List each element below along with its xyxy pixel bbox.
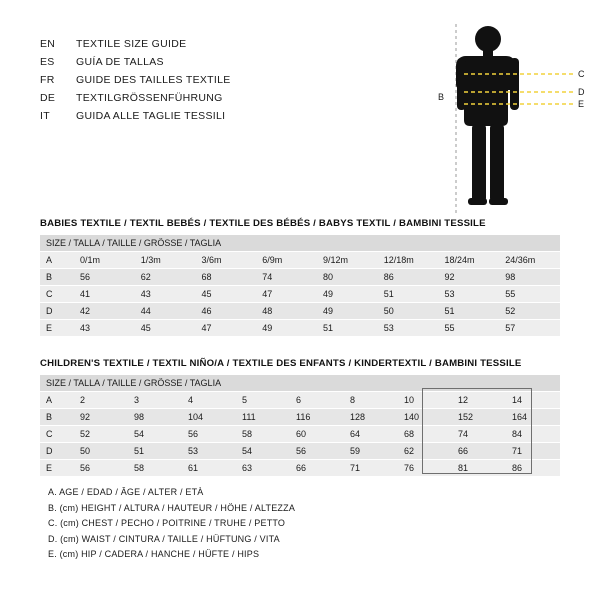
cell: 2 bbox=[74, 392, 128, 409]
cell: 74 bbox=[452, 426, 506, 443]
cell: 53 bbox=[182, 443, 236, 460]
cell: 51 bbox=[439, 303, 500, 320]
cell: 49 bbox=[317, 286, 378, 303]
cell: 62 bbox=[135, 269, 196, 286]
table-row bbox=[40, 269, 560, 286]
cell: 51 bbox=[317, 320, 378, 337]
cell: 46 bbox=[196, 303, 257, 320]
language-code: FR bbox=[40, 74, 55, 86]
row-label: B bbox=[40, 409, 74, 426]
language-code: ES bbox=[40, 56, 55, 68]
cell: 128 bbox=[344, 409, 398, 426]
cell: 62 bbox=[398, 443, 452, 460]
cell: 41 bbox=[74, 286, 135, 303]
cell: 12 bbox=[452, 392, 506, 409]
figure-svg bbox=[430, 18, 590, 218]
language-title: TEXTILE SIZE GUIDE bbox=[76, 38, 187, 50]
children-section-title: CHILDREN'S TEXTILE / TEXTIL NIÑO/A / TEXTILE DES ENFANTS / KINDERTEXTIL / BAMBINI TESSILE bbox=[40, 358, 522, 369]
cell: 45 bbox=[196, 286, 257, 303]
cell: 152 bbox=[452, 409, 506, 426]
row-label: E bbox=[40, 460, 74, 477]
cell: 86 bbox=[378, 269, 439, 286]
figure-label-c: C bbox=[578, 69, 585, 79]
cell: 8 bbox=[344, 392, 398, 409]
cell: 66 bbox=[452, 443, 506, 460]
legend-line-d: D. (cm) WAIST / CINTURA / TAILLE / HÜFTUNG / VITA bbox=[48, 533, 280, 544]
cell: 51 bbox=[378, 286, 439, 303]
cell: 104 bbox=[182, 409, 236, 426]
cell: 116 bbox=[290, 409, 344, 426]
row-label: B bbox=[40, 269, 74, 286]
cell: 3 bbox=[128, 392, 182, 409]
cell: 49 bbox=[317, 303, 378, 320]
table-row bbox=[40, 320, 560, 337]
cell: 45 bbox=[135, 320, 196, 337]
body-measurement-figure bbox=[430, 18, 590, 218]
cell: 6/9m bbox=[256, 252, 317, 269]
table-row bbox=[40, 460, 560, 477]
cell: 47 bbox=[196, 320, 257, 337]
children-table-head bbox=[40, 375, 560, 392]
cell: 71 bbox=[344, 460, 398, 477]
cell: 56 bbox=[290, 443, 344, 460]
children-table-body bbox=[40, 392, 560, 477]
cell: 84 bbox=[506, 426, 560, 443]
cell: 43 bbox=[135, 286, 196, 303]
row-label: A bbox=[40, 392, 74, 409]
language-row-es bbox=[40, 56, 440, 74]
table-row bbox=[40, 286, 560, 303]
cell: 76 bbox=[398, 460, 452, 477]
cell: 56 bbox=[74, 460, 128, 477]
cell: 6 bbox=[290, 392, 344, 409]
table-header-row bbox=[40, 375, 560, 392]
table-row bbox=[40, 426, 560, 443]
cell: 43 bbox=[74, 320, 135, 337]
cell: 50 bbox=[74, 443, 128, 460]
cell: 68 bbox=[398, 426, 452, 443]
row-label: C bbox=[40, 286, 74, 303]
cell: 66 bbox=[290, 460, 344, 477]
cell: 18/24m bbox=[439, 252, 500, 269]
cell: 61 bbox=[182, 460, 236, 477]
cell: 44 bbox=[135, 303, 196, 320]
cell: 86 bbox=[506, 460, 560, 477]
babies-table-head bbox=[40, 235, 560, 252]
cell: 54 bbox=[128, 426, 182, 443]
legend-line-c: C. (cm) CHEST / PECHO / POITRINE / TRUHE / PETTO bbox=[48, 518, 286, 528]
cell: 164 bbox=[506, 409, 560, 426]
table-row bbox=[40, 252, 560, 269]
cell: 71 bbox=[506, 443, 560, 460]
cell: 52 bbox=[74, 426, 128, 443]
legend-line-a: A. AGE / EDAD / ÂGE / ALTER / ETÀ bbox=[48, 487, 204, 497]
cell: 63 bbox=[236, 460, 290, 477]
row-label: E bbox=[40, 320, 74, 337]
table-row bbox=[40, 392, 560, 409]
language-code: DE bbox=[40, 92, 56, 104]
cell: 68 bbox=[196, 269, 257, 286]
language-title: GUÍA DE TALLAS bbox=[76, 56, 164, 68]
cell: 53 bbox=[439, 286, 500, 303]
cell: 60 bbox=[290, 426, 344, 443]
cell: 10 bbox=[398, 392, 452, 409]
language-code: IT bbox=[40, 110, 50, 122]
row-label: A bbox=[40, 252, 74, 269]
babies-section-title: BABIES TEXTILE / TEXTIL BEBÉS / TEXTILE DES BÉBÉS / BABYS TEXTIL / BAMBINI TESSILE bbox=[40, 218, 486, 229]
cell: 59 bbox=[344, 443, 398, 460]
cell: 56 bbox=[182, 426, 236, 443]
child-silhouette bbox=[456, 26, 519, 205]
table-row bbox=[40, 409, 560, 426]
cell: 57 bbox=[499, 320, 560, 337]
cell: 24/36m bbox=[499, 252, 560, 269]
language-title: GUIDE DES TAILLES TEXTILE bbox=[76, 74, 231, 86]
cell: 55 bbox=[499, 286, 560, 303]
language-code: EN bbox=[40, 38, 56, 50]
cell: 50 bbox=[378, 303, 439, 320]
cell: 111 bbox=[236, 409, 290, 426]
figure-label-b: B bbox=[438, 92, 445, 102]
children-size-header: SIZE / TALLA / TAILLE / GRÖSSE / TAGLIA bbox=[40, 375, 560, 392]
cell: 55 bbox=[439, 320, 500, 337]
table-header-row bbox=[40, 235, 560, 252]
cell: 3/6m bbox=[196, 252, 257, 269]
table-row bbox=[40, 443, 560, 460]
cell: 54 bbox=[236, 443, 290, 460]
cell: 140 bbox=[398, 409, 452, 426]
language-row-fr bbox=[40, 74, 440, 92]
cell: 9/12m bbox=[317, 252, 378, 269]
language-row-it bbox=[40, 110, 440, 128]
figure-label-e: E bbox=[578, 99, 585, 109]
legend-line-e: E. (cm) HIP / CADERA / HANCHE / HÜFTE / HIPS bbox=[48, 549, 260, 559]
cell: 1/3m bbox=[135, 252, 196, 269]
cell: 5 bbox=[236, 392, 290, 409]
cell: 47 bbox=[256, 286, 317, 303]
cell: 56 bbox=[74, 269, 135, 286]
cell: 14 bbox=[506, 392, 560, 409]
row-label: D bbox=[40, 303, 74, 320]
cell: 92 bbox=[439, 269, 500, 286]
cell: 58 bbox=[128, 460, 182, 477]
cell: 51 bbox=[128, 443, 182, 460]
cell: 48 bbox=[256, 303, 317, 320]
cell: 98 bbox=[499, 269, 560, 286]
legend-line-b: B. (cm) HEIGHT / ALTURA / HAUTEUR / HÖHE / ALTEZZA bbox=[48, 502, 296, 513]
language-row-de bbox=[40, 92, 440, 110]
cell: 92 bbox=[74, 409, 128, 426]
cell: 81 bbox=[452, 460, 506, 477]
language-title: GUIDA ALLE TAGLIE TESSILI bbox=[76, 110, 226, 122]
table-row bbox=[40, 303, 560, 320]
babies-section bbox=[40, 218, 560, 336]
cell: 80 bbox=[317, 269, 378, 286]
cell: 74 bbox=[256, 269, 317, 286]
cell: 52 bbox=[499, 303, 560, 320]
cell: 98 bbox=[128, 409, 182, 426]
cell: 0/1m bbox=[74, 252, 135, 269]
children-table bbox=[40, 375, 560, 476]
cell: 4 bbox=[182, 392, 236, 409]
babies-table bbox=[40, 235, 560, 336]
cell: 58 bbox=[236, 426, 290, 443]
cell: 49 bbox=[256, 320, 317, 337]
cell: 64 bbox=[344, 426, 398, 443]
babies-size-header: SIZE / TALLA / TAILLE / GRÖSSE / TAGLIA bbox=[40, 235, 560, 252]
multilingual-title-block bbox=[40, 38, 440, 128]
language-title: TEXTILGRÖSSENFÜHRUNG bbox=[76, 92, 223, 104]
row-label: C bbox=[40, 426, 74, 443]
cell: 53 bbox=[378, 320, 439, 337]
figure-label-d: D bbox=[578, 87, 585, 97]
babies-table-body bbox=[40, 252, 560, 337]
children-section bbox=[40, 358, 560, 476]
row-label: D bbox=[40, 443, 74, 460]
measurement-legend bbox=[48, 485, 528, 563]
cell: 12/18m bbox=[378, 252, 439, 269]
cell: 42 bbox=[74, 303, 135, 320]
language-row-en bbox=[40, 38, 440, 56]
